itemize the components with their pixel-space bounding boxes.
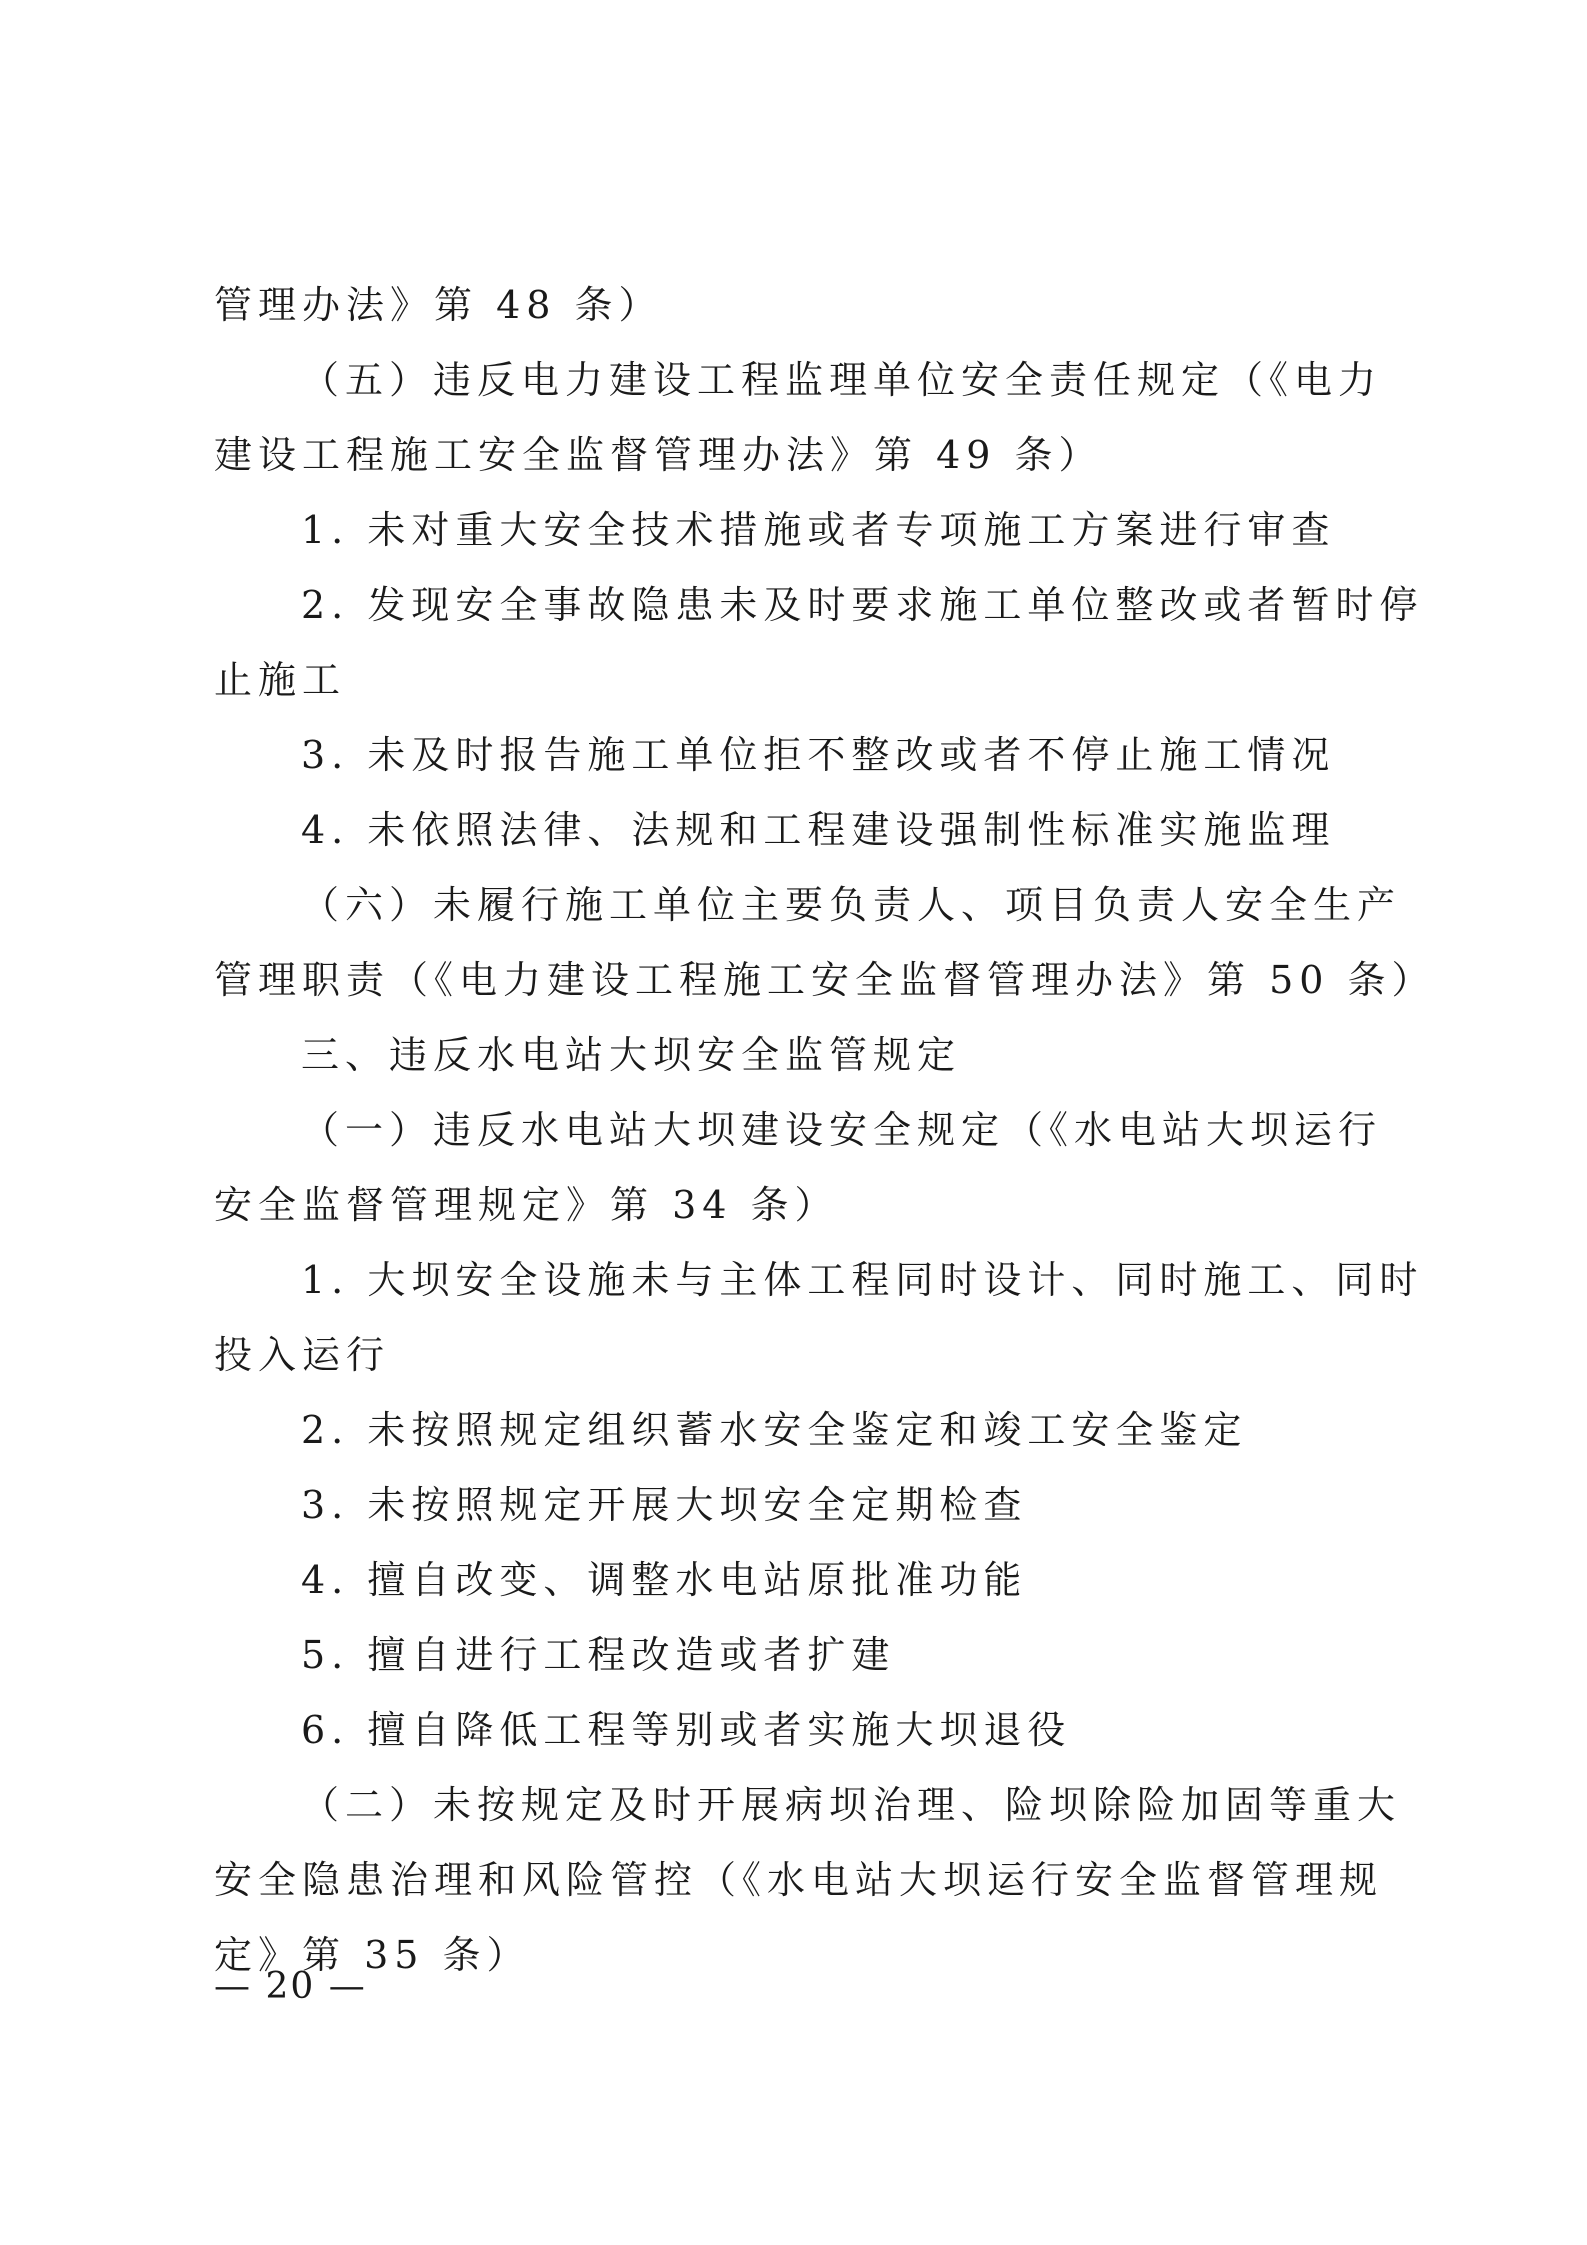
list-item: 3. 未按照规定开展大坝安全定期检查 bbox=[301, 1483, 1028, 1527]
section-heading-1: （一）违反水电站大坝建设安全规定（《水电站大坝运行 bbox=[301, 1108, 1383, 1152]
page-number: — 20 — bbox=[214, 1966, 367, 2007]
section-heading-6: （六）未履行施工单位主要负责人、项目负责人安全生产 bbox=[301, 883, 1402, 927]
list-item: 4. 未依照法律、法规和工程建设强制性标准实施监理 bbox=[301, 808, 1336, 852]
list-item: 3. 未及时报告施工单位拒不整改或者不停止施工情况 bbox=[301, 733, 1336, 777]
text-line: 定》第 35 条） bbox=[214, 1933, 531, 1977]
text-line: 安全隐患治理和风险管控（《水电站大坝运行安全监督管理规 bbox=[214, 1858, 1384, 1902]
section-heading-2: （二）未按规定及时开展病坝治理、险坝除险加固等重大 bbox=[301, 1783, 1402, 1827]
chapter-heading-3: 三、违反水电站大坝安全监管规定 bbox=[301, 1033, 962, 1077]
list-item: 5. 擅自进行工程改造或者扩建 bbox=[301, 1633, 896, 1677]
list-item: 6. 擅自降低工程等别或者实施大坝退役 bbox=[301, 1708, 1072, 1752]
list-item: 1. 大坝安全设施未与主体工程同时设计、同时施工、同时 bbox=[301, 1258, 1424, 1302]
list-item: 2. 未按照规定组织蓄水安全鉴定和竣工安全鉴定 bbox=[301, 1408, 1248, 1452]
text-line: 管理职责（《电力建设工程施工安全监督管理办法》第 50 条） bbox=[214, 958, 1436, 1002]
section-heading-5: （五）违反电力建设工程监理单位安全责任规定（《电力 bbox=[301, 358, 1383, 402]
list-item: 2. 发现安全事故隐患未及时要求施工单位整改或者暂时停 bbox=[301, 583, 1424, 627]
text-line: 止施工 bbox=[214, 658, 347, 702]
list-item: 4. 擅自改变、调整水电站原批准功能 bbox=[301, 1558, 1028, 1602]
list-item: 1. 未对重大安全技术措施或者专项施工方案进行审查 bbox=[301, 508, 1336, 552]
text-line: 管理办法》第 48 条） bbox=[214, 283, 663, 327]
text-line: 安全监督管理规定》第 34 条） bbox=[214, 1183, 839, 1227]
document-body bbox=[214, 268, 1436, 1993]
text-line: 投入运行 bbox=[214, 1333, 391, 1377]
text-line: 建设工程施工安全监督管理办法》第 49 条） bbox=[214, 433, 1103, 477]
